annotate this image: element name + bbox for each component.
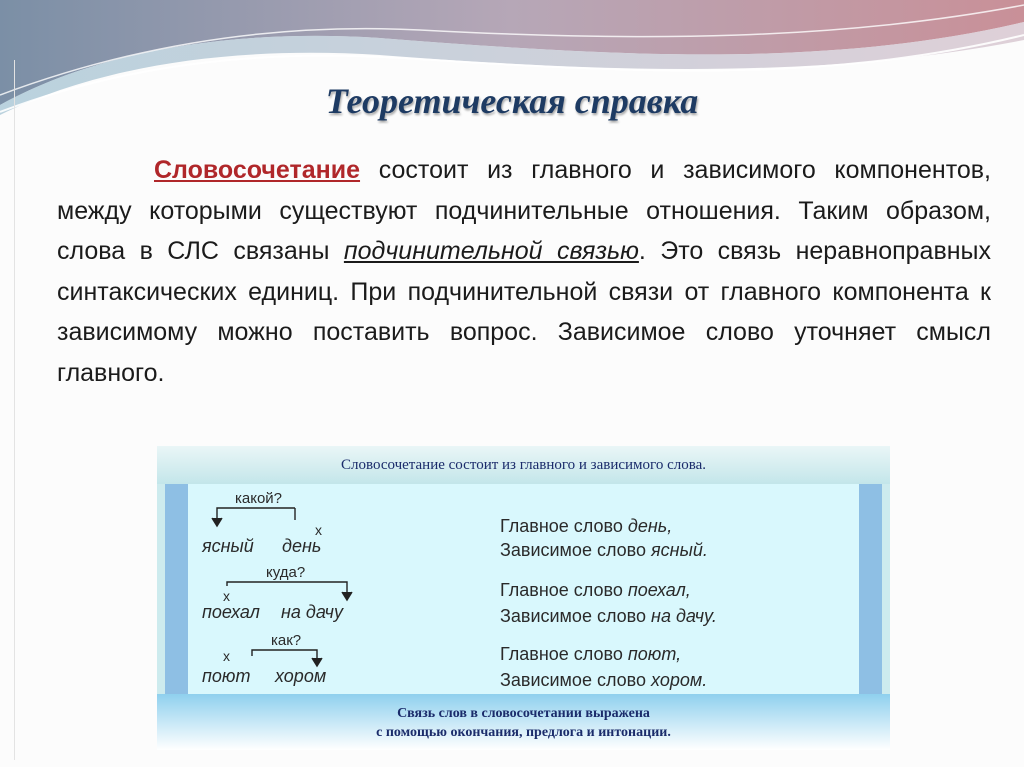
explanation-3-dependent: Зависимое слово хором. [500,670,708,690]
phrase-2-main: поехал [202,602,260,622]
phrase-3-dependent: хором [275,666,327,686]
explanation-1-main: Главное слово день, [500,516,673,536]
arrow-example-1 [212,508,295,526]
question-label-2: куда? [266,564,306,581]
body-paragraph [57,150,991,393]
paragraph-part-2: . Это связь неравноправных синтаксических единиц. При подчинительной связи от главного компонента к зависимому можно поставить вопрос. Зависимое слово уточняет смысл главного. [57,237,992,387]
explanation-2-main: Главное слово поехал, [500,580,691,600]
figure-header: Словосочетание состоит из главного и зависимого слова. [157,446,890,484]
phrase-1-main: день [282,536,322,556]
term-podchinitelnaya-svyaz: подчинительной связью [343,237,639,265]
main-marker-1: x [315,522,322,538]
phrase-diagram-figure [157,446,890,750]
question-label-3: как? [271,632,302,649]
footer-line-2: с помощью окончания, предлога и интонации. [376,725,671,740]
question-label-1: какой? [235,490,283,507]
paragraph-part-1: состоит из главного и зависимого компонентов, между которыми существуют подчинительные отношения. Таким образом, слова в СЛС связаны [57,156,991,265]
explanation-2-dependent: Зависимое слово на дачу. [500,606,717,626]
phrase-1-dependent: ясный [202,536,254,556]
slide-title: Теоретическая справка [325,81,699,121]
arrow-example-3 [252,650,322,666]
explanation-1-dependent: Зависимое слово ясный. [500,540,708,560]
explanation-3-main: Главное слово поют, [500,644,682,664]
figure-footer [157,694,890,750]
arrow-example-2 [227,582,352,600]
main-marker-2: x [223,588,230,604]
term-slovosochetanie: Словосочетание [154,156,361,184]
main-marker-3: x [223,648,230,664]
phrase-2-dependent: на дачу [281,602,343,622]
left-border-line [14,60,15,760]
footer-line-1: Связь слов в словосочетании выражена [397,706,650,721]
phrase-3-main: поют [202,666,251,686]
